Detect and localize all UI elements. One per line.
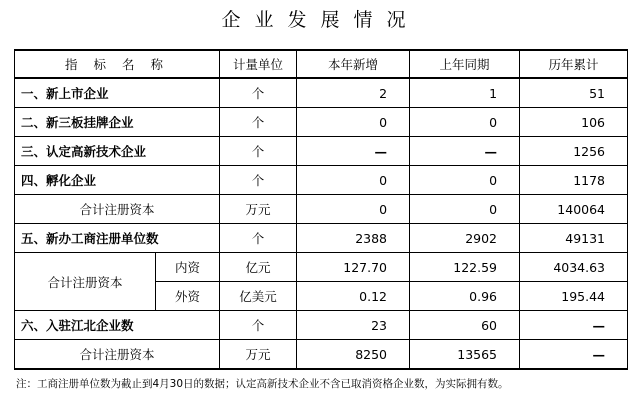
table-row — [15, 137, 628, 166]
table-row — [15, 166, 628, 195]
row-unit: 个 — [220, 311, 297, 340]
row-total: 1178 — [520, 166, 628, 195]
footnote: 注：工商注册单位数为截止到4月30日的数据；认定高新技术企业不含已取消资格企业数，为实际拥有数。 — [16, 378, 509, 390]
row-name: 四、孵化企业 — [15, 166, 220, 195]
row-current: 8250 — [297, 340, 410, 370]
header-total: 历年累计 — [520, 50, 628, 78]
row-name: 合计注册资本 — [15, 340, 220, 370]
row-total: — — [520, 340, 628, 370]
row-unit: 个 — [220, 224, 297, 253]
table-header-row — [15, 50, 628, 78]
table-row — [15, 108, 628, 137]
table-row — [15, 340, 628, 370]
table-row — [15, 224, 628, 253]
row-subcategory: 外资 — [156, 282, 220, 311]
row-last: 122.59 — [410, 253, 520, 282]
table-row — [15, 195, 628, 224]
row-last: 60 — [410, 311, 520, 340]
row-current: 23 — [297, 311, 410, 340]
row-unit: 亿元 — [220, 253, 297, 282]
row-total: 49131 — [520, 224, 628, 253]
header-current: 本年新增 — [297, 50, 410, 78]
row-unit: 个 — [220, 166, 297, 195]
row-name: 三、认定高新技术企业 — [15, 137, 220, 166]
row-current: 0 — [297, 195, 410, 224]
row-unit: 个 — [220, 108, 297, 137]
row-name: 五、新办工商注册单位数 — [15, 224, 220, 253]
row-name: 合计注册资本 — [15, 195, 220, 224]
row-last: 13565 — [410, 340, 520, 370]
row-current: 2388 — [297, 224, 410, 253]
row-total: 106 — [520, 108, 628, 137]
row-current: 2 — [297, 78, 410, 108]
row-last: 0 — [410, 195, 520, 224]
row-unit: 个 — [220, 137, 297, 166]
row-current: 0 — [297, 166, 410, 195]
row-name: 二、新三板挂牌企业 — [15, 108, 220, 137]
row-unit: 万元 — [220, 195, 297, 224]
row-current: 0 — [297, 108, 410, 137]
header-unit: 计量单位 — [220, 50, 297, 78]
row-total: 51 — [520, 78, 628, 108]
row-total: — — [520, 311, 628, 340]
table-row — [15, 78, 628, 108]
row-unit: 万元 — [220, 340, 297, 370]
row-subcategory: 内资 — [156, 253, 220, 282]
row-last: 0 — [410, 108, 520, 137]
row-name: 一、新上市企业 — [15, 78, 220, 108]
row-unit: 亿美元 — [220, 282, 297, 311]
header-last: 上年同期 — [410, 50, 520, 78]
row-last: 2902 — [410, 224, 520, 253]
header-indicator: 指 标 名 称 — [15, 50, 220, 78]
row-unit: 个 — [220, 78, 297, 108]
row-last: 1 — [410, 78, 520, 108]
table-row — [15, 253, 628, 282]
row-total: 1256 — [520, 137, 628, 166]
row-total: 4034.63 — [520, 253, 628, 282]
row-last: 0.96 — [410, 282, 520, 311]
row-current: 127.70 — [297, 253, 410, 282]
row-current: 0.12 — [297, 282, 410, 311]
row-name: 合计注册资本 — [15, 253, 156, 311]
row-current: — — [297, 137, 410, 166]
table-row — [15, 311, 628, 340]
page-title: 企业发展情况 — [221, 9, 420, 31]
row-last: — — [410, 137, 520, 166]
row-total: 140064 — [520, 195, 628, 224]
enterprise-table — [14, 49, 628, 370]
row-name: 六、入驻江北企业数 — [15, 311, 220, 340]
row-last: 0 — [410, 166, 520, 195]
row-total: 195.44 — [520, 282, 628, 311]
